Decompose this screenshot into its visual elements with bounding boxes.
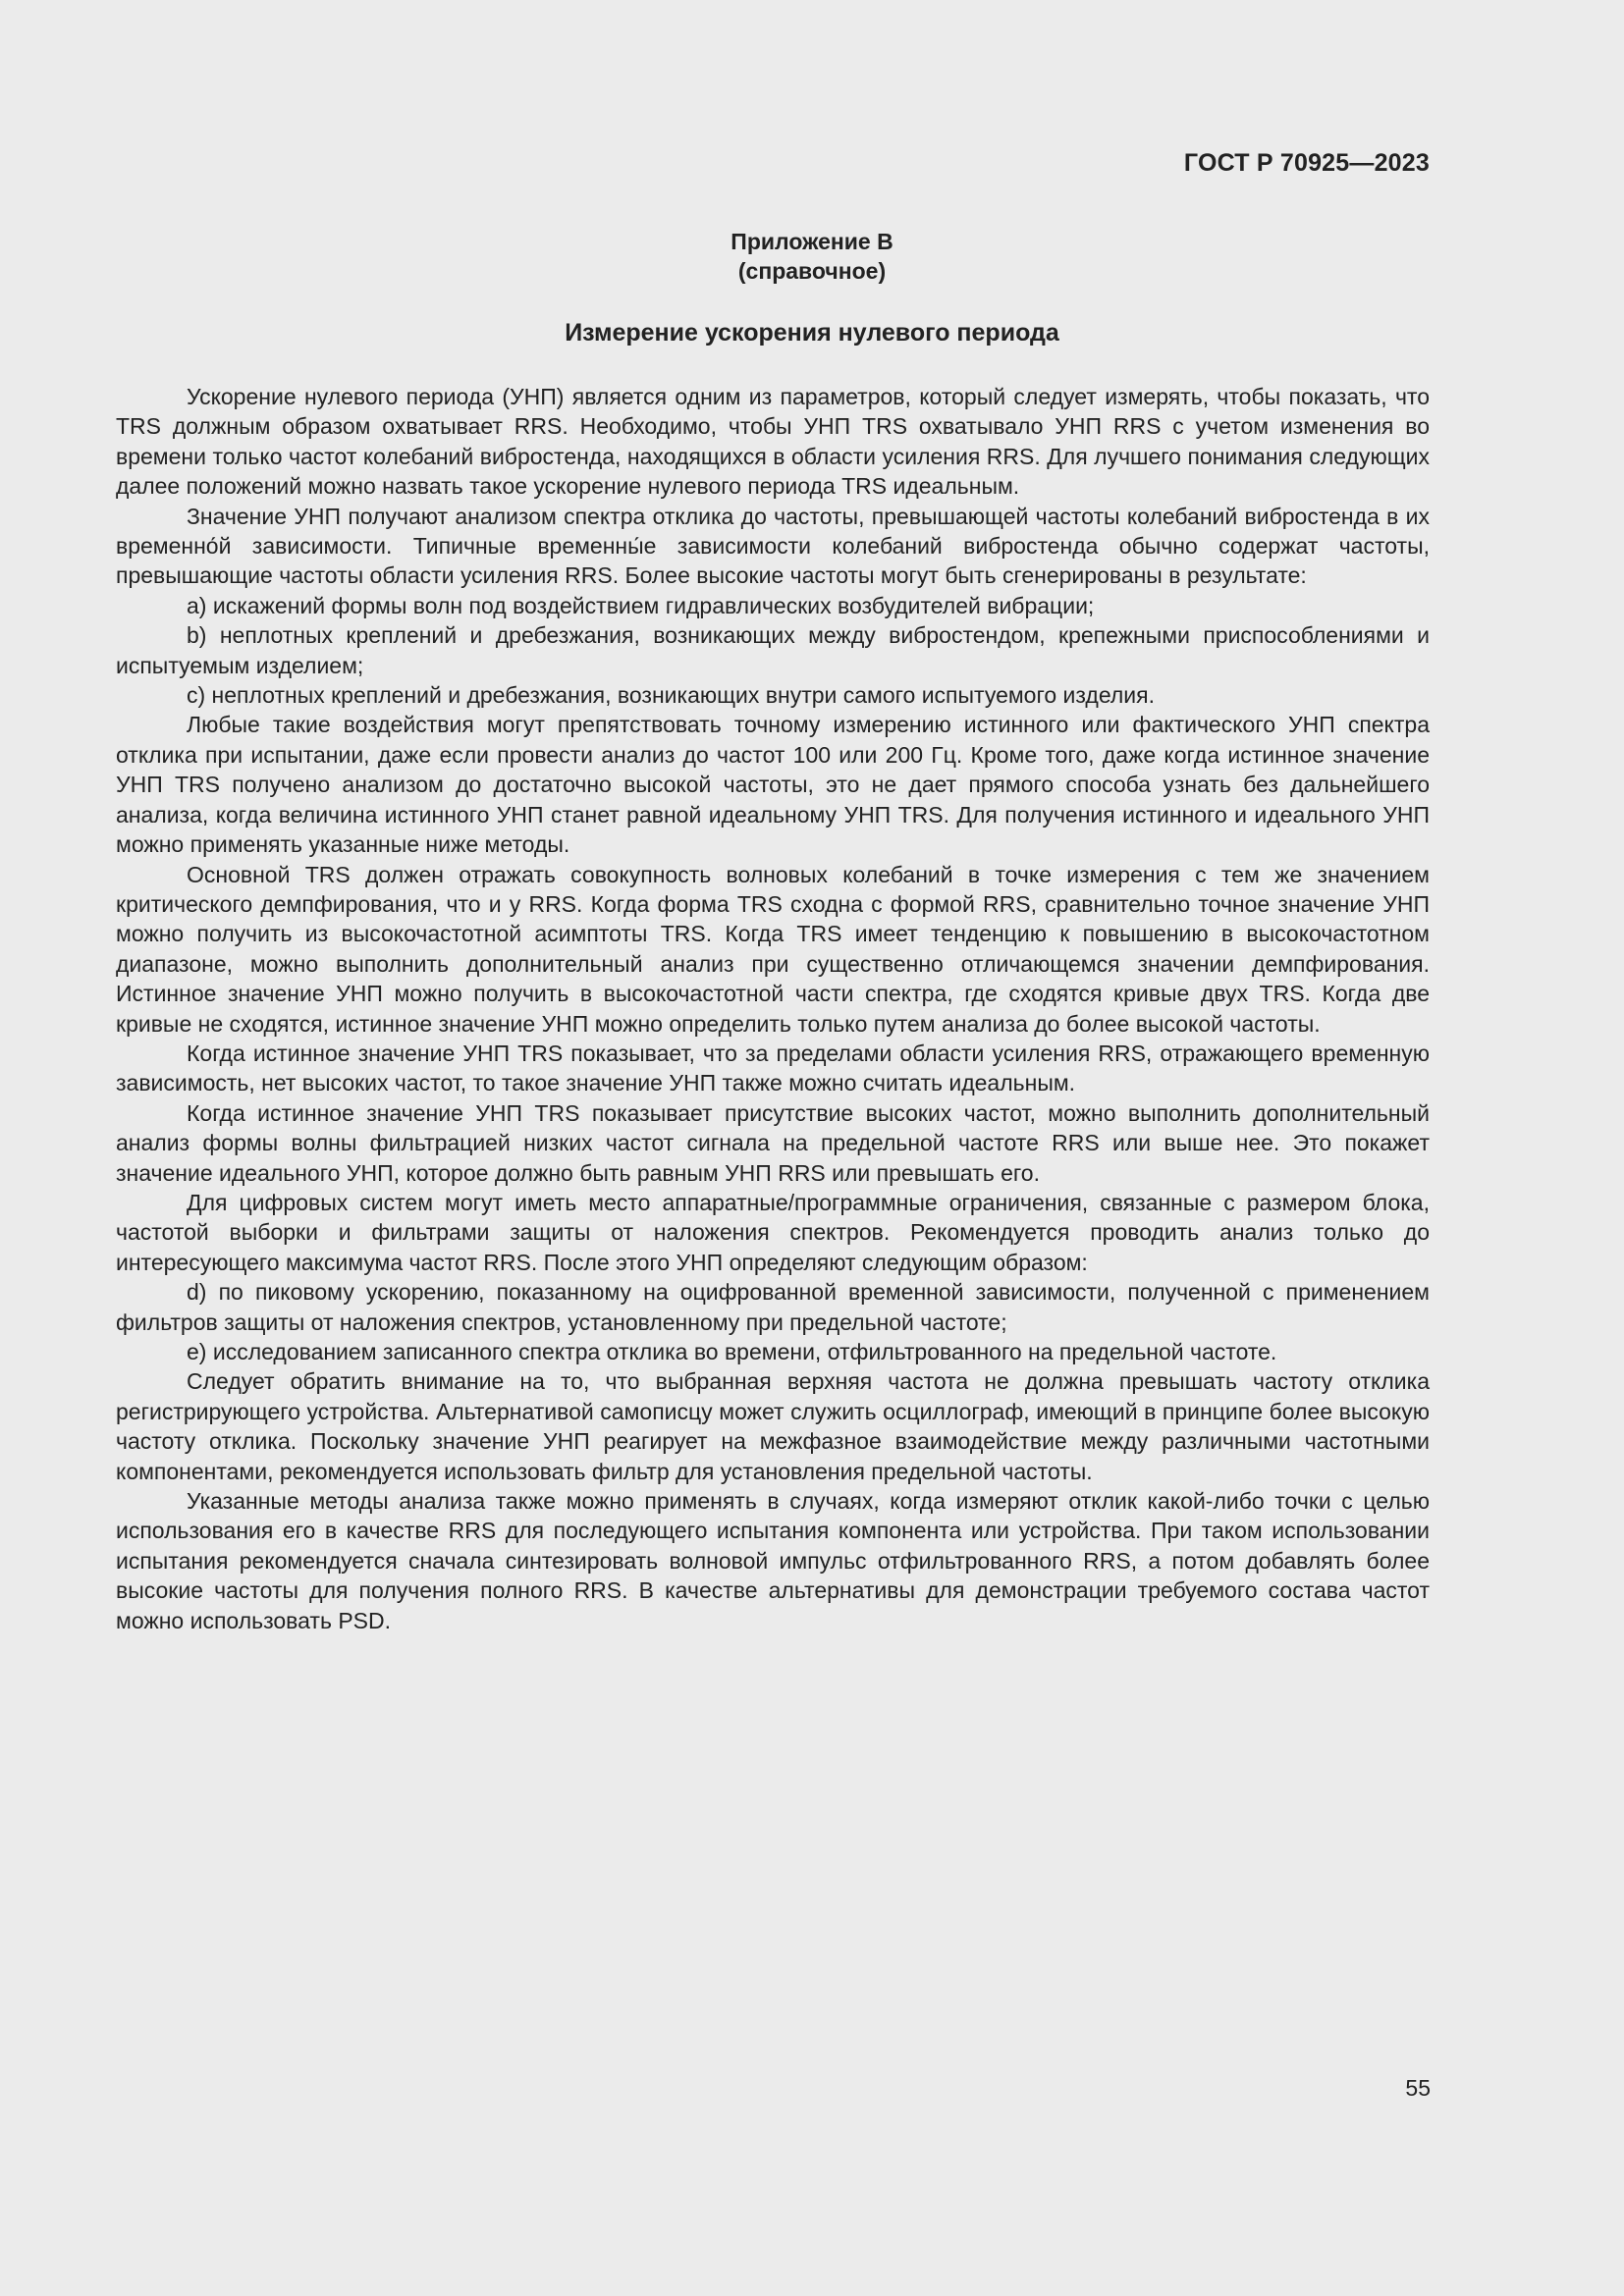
appendix-heading [0, 227, 1624, 286]
appendix-label: Приложение В [731, 229, 893, 254]
page-number: 55 [1405, 2075, 1431, 2101]
list-item: d) по пиковому ускорению, показанному на оцифрованной временной зависимости, полученной с применением фильтров защиты от наложения спектров, установленному при предельной частоте; [116, 1279, 1430, 1335]
appendix-note: (справочное) [737, 258, 887, 284]
list-item: c) неплотных креплений и дребезжания, возникающих внутри самого испытуемого изделия. [187, 682, 1155, 709]
paragraph: Когда истинное значение УНП TRS показывает присутствие высоких частот, можно выполнить дополнительный анализ формы волны фильтрацией низких частот сигнала на предельной частоте RRS или выше нее. Это покажет значение идеального УНП, которое должно быть равным УНП RRS или превышать его. [116, 1099, 1430, 1186]
paragraph: Указанные методы анализа также можно применять в случаях, когда измеряют отклик какой-либо точки с целью использования его в качестве RRS для последующего испытания компонента или устройства. При таком использовании испытания рекомендуется сначала синтезировать волновой импульс отфильтрованного RRS, а потом добавлять более высокие частоты для получения полного RRS. В качестве альтернативы для демонстрации требуемого состава частот можно использовать PSD. [116, 1488, 1430, 1633]
section-title: Измерение ускорения нулевого периода [565, 319, 1059, 347]
standard-code: ГОСТ Р 70925—2023 [1183, 149, 1430, 177]
paragraph: Когда истинное значение УНП TRS показывает, что за пределами области усиления RRS, отражающего временную зависимость, нет высоких частот, то такое значение УНП также можно считать идеальным. [116, 1040, 1430, 1096]
paragraph: Для цифровых систем могут иметь место аппаратные/программные ограничения, связанные с размером блока, частотой выборки и фильтрами защиты от наложения спектров. Рекомендуется проводить анализ только до интересующего максимума частот RRS. После этого УНП определяют следующим образом: [116, 1189, 1430, 1275]
list-item: b) неплотных креплений и дребезжания, возникающих между вибростендом, крепежными приспособлениями и испытуемым изделием; [116, 622, 1430, 678]
paragraph: Следует обратить внимание на то, что выбранная верхняя частота не должна превышать частоту отклика регистрирующего устройства. Альтернативой самописцу может служить осциллограф, имеющий в принципе более высокую частоту отклика. Поскольку значение УНП реагирует на межфазное взаимодействие между различными частотными компонентами, рекомендуется использовать фильтр для установления предельной частоты. [116, 1368, 1430, 1484]
paragraph: Ускорение нулевого периода (УНП) является одним из параметров, который следует измерять, чтобы показать, что TRS должным образом охватывает RRS. Необходимо, чтобы УНП TRS охватывало УНП RRS с учетом изменения во времени только частот колебаний вибростенда, находящихся в области усиления RRS. Для лучшего понимания следующих далее положений можно назвать такое ускорение нулевого периода TRS идеальным. [116, 384, 1430, 500]
paragraph: Любые такие воздействия могут препятствовать точному измерению истинного или фактического УНП спектра отклика при испытании, даже если провести анализ до частот 100 или 200 Гц. Кроме того, даже когда истинное значение УНП TRS получено анализом до достаточно высокой частоты, это не дает прямого способа узнать без дальнейшего анализа, когда величина истинного УНП станет равной идеальному УНП TRS. Для получения истинного и идеального УНП можно применять указанные ниже методы. [116, 712, 1430, 858]
list-item: e) исследованием записанного спектра отклика во времени, отфильтрованного на предельной частоте. [187, 1339, 1277, 1364]
paragraph: Основной TRS должен отражать совокупность волновых колебаний в точке измерения с тем же значением критического демпфирования, что и у RRS. Когда форма TRS сходна с формой RRS, сравнительно точное значение УНП можно получить из высокочастотной асимптоты TRS. Когда TRS имеет тенденцию к повышению в высокочастотном диапазоне, можно выполнить дополнительный анализ при существенно отличающемся значении демпфирования. Истинное значение УНП можно получить в высокочастотной части спектра, где сходятся кривые двух TRS. Когда две кривые не сходятся, истинное значение УНП можно определить только путем анализа до более высокой частоты. [116, 861, 1430, 1037]
body-text [116, 382, 1430, 1635]
paragraph: Значение УНП получают анализом спектра отклика до частоты, превышающей частоты колебаний вибростенда в их временно́й зависимости. Типичные временны́е зависимости колебаний вибростенда обычно содержат частоты, превышающие частоты области усиления RRS. Более высокие частоты могут быть сгенерированы в результате: [116, 503, 1430, 589]
list-item: a) искажений формы волн под воздействием гидравлических возбудителей вибрации; [187, 592, 1095, 618]
